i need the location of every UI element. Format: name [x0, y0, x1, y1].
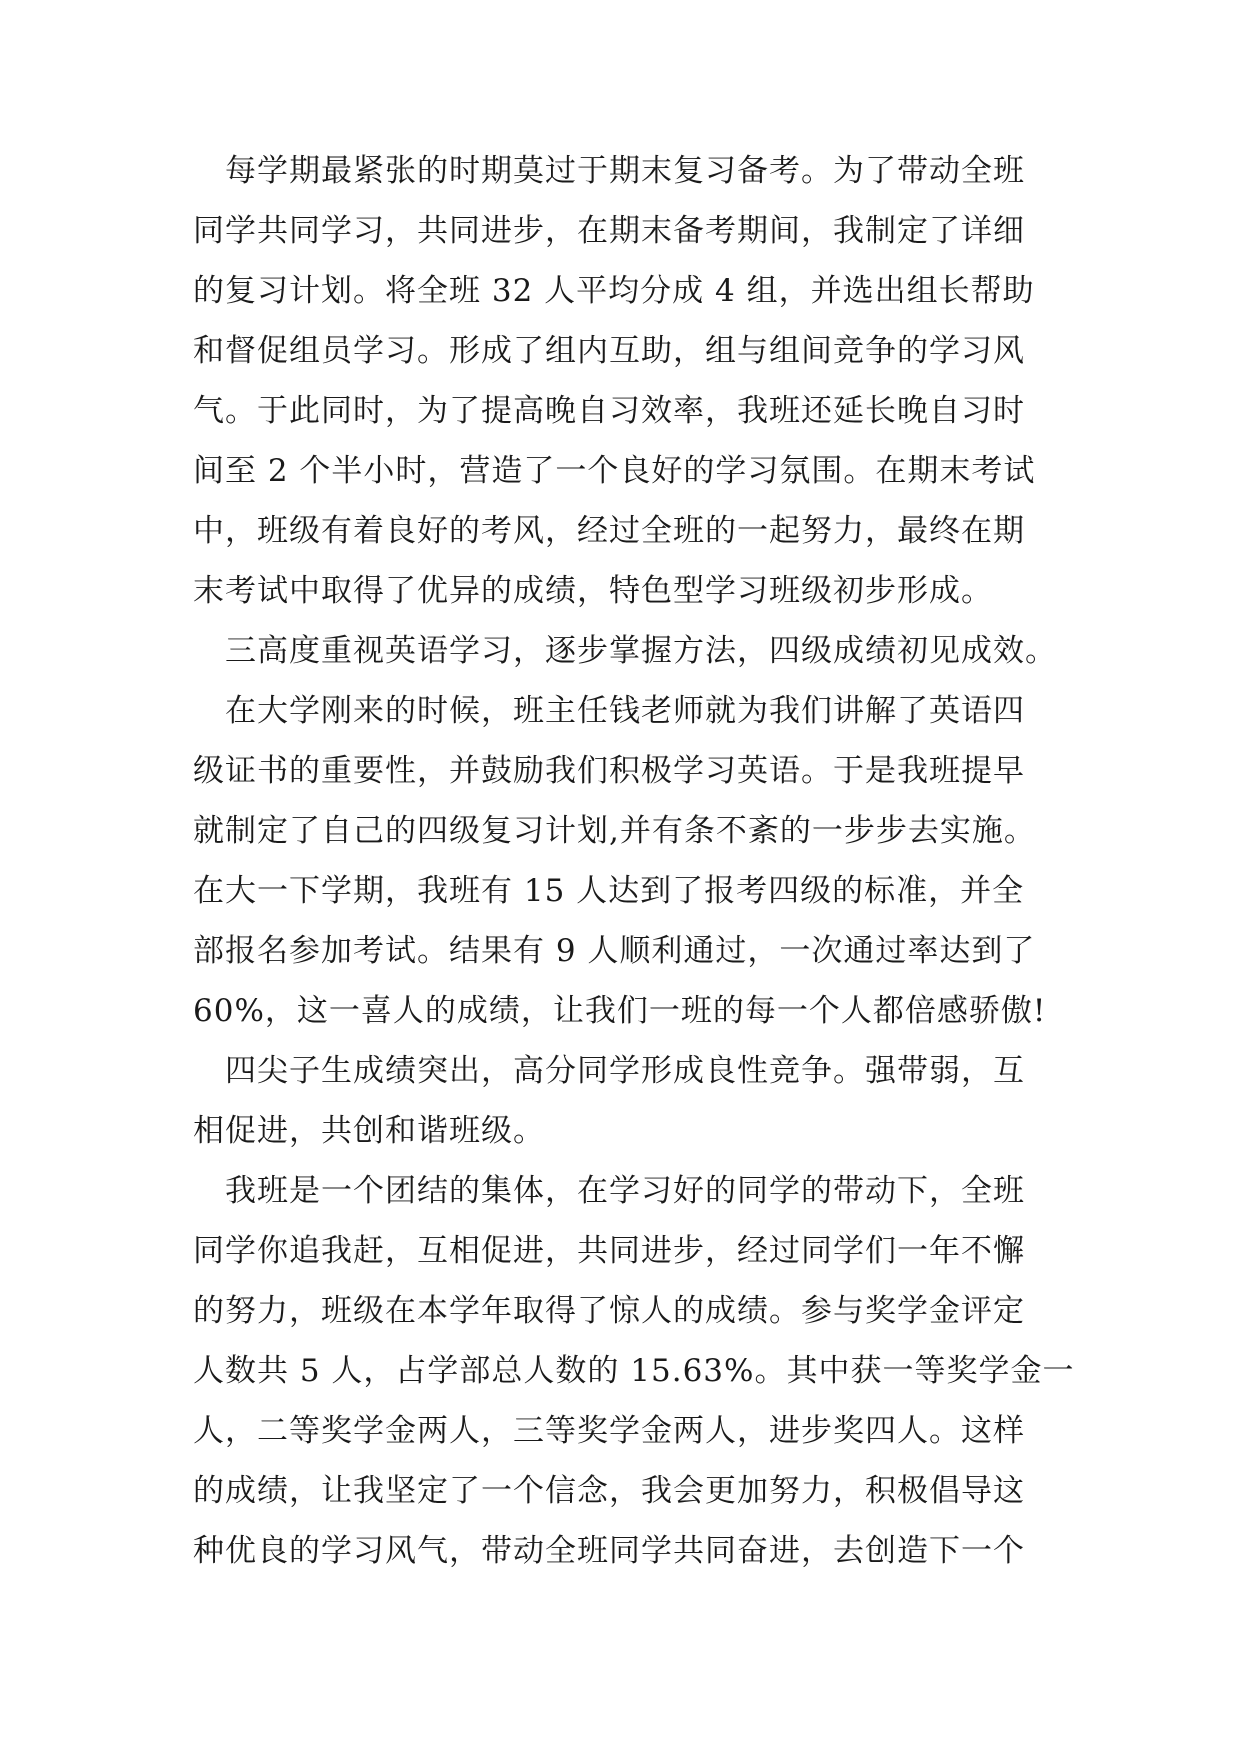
- paragraph-1-line-4: 和督促组员学习。形成了组内互助，组与组间竞争的学习风: [193, 333, 1025, 369]
- paragraph-3-line-6: 的成绩，让我坚定了一个信念，我会更加努力，积极倡导这: [193, 1473, 1025, 1509]
- section-heading-4-line-1: 四尖子生成绩突出，高分同学形成良性竞争。强带弱，互: [225, 1053, 1025, 1089]
- paragraph-3-line-7: 种优良的学习风气，带动全班同学共同奋进，去创造下一个: [193, 1533, 1025, 1569]
- paragraph-3-line-5: 人，二等奖学金两人，三等奖学金两人，进步奖四人。这样: [193, 1413, 1025, 1449]
- paragraph-3-line-2: 同学你追我赶，互相促进，共同进步，经过同学们一年不懈: [193, 1233, 1025, 1269]
- section-heading-4-line-2: 相促进，共创和谐班级。: [193, 1113, 545, 1149]
- paragraph-3-line-3: 的努力，班级在本学年取得了惊人的成绩。参与奖学金评定: [193, 1293, 1025, 1329]
- paragraph-3-line-1: 我班是一个团结的集体，在学习好的同学的带动下，全班: [225, 1173, 1025, 1209]
- paragraph-2-line-3: 就制定了自己的四级复习计划,并有条不紊的一步步去实施。: [193, 813, 1036, 849]
- paragraph-2-line-6: 60%，这一喜人的成绩，让我们一班的每一个人都倍感骄傲!: [193, 993, 1047, 1029]
- paragraph-1-line-8: 末考试中取得了优异的成绩，特色型学习班级初步形成。: [193, 573, 993, 609]
- paragraph-1-line-2: 同学共同学习，共同进步，在期末备考期间，我制定了详细: [193, 213, 1025, 249]
- paragraph-1-line-6: 间至 2 个半小时，营造了一个良好的学习氛围。在期末考试: [193, 453, 1036, 489]
- paragraph-2-line-4: 在大一下学期，我班有 15 人达到了报考四级的标准，并全: [193, 873, 1025, 909]
- paragraph-3-line-4: 人数共 5 人，占学部总人数的 15.63%。其中获一等奖学金一: [193, 1353, 1075, 1389]
- paragraph-2-line-5: 部报名参加考试。结果有 9 人顺利通过，一次通过率达到了: [193, 933, 1036, 969]
- paragraph-2-line-2: 级证书的重要性，并鼓励我们积极学习英语。于是我班提早: [193, 753, 1025, 789]
- section-heading-3: 三高度重视英语学习，逐步掌握方法，四级成绩初见成效。: [225, 633, 1057, 669]
- paragraph-1-line-3: 的复习计划。将全班 32 人平均分成 4 组，并选出组长帮助: [193, 273, 1035, 309]
- paragraph-2-line-1: 在大学刚来的时候，班主任钱老师就为我们讲解了英语四: [225, 693, 1025, 729]
- paragraph-1-line-7: 中，班级有着良好的考风，经过全班的一起努力，最终在期: [193, 513, 1025, 549]
- paragraph-1-line-5: 气。于此同时，为了提高晚自习效率，我班还延长晚自习时: [193, 393, 1025, 429]
- paragraph-1-line-1: 每学期最紧张的时期莫过于期末复习备考。为了带动全班: [225, 153, 1025, 189]
